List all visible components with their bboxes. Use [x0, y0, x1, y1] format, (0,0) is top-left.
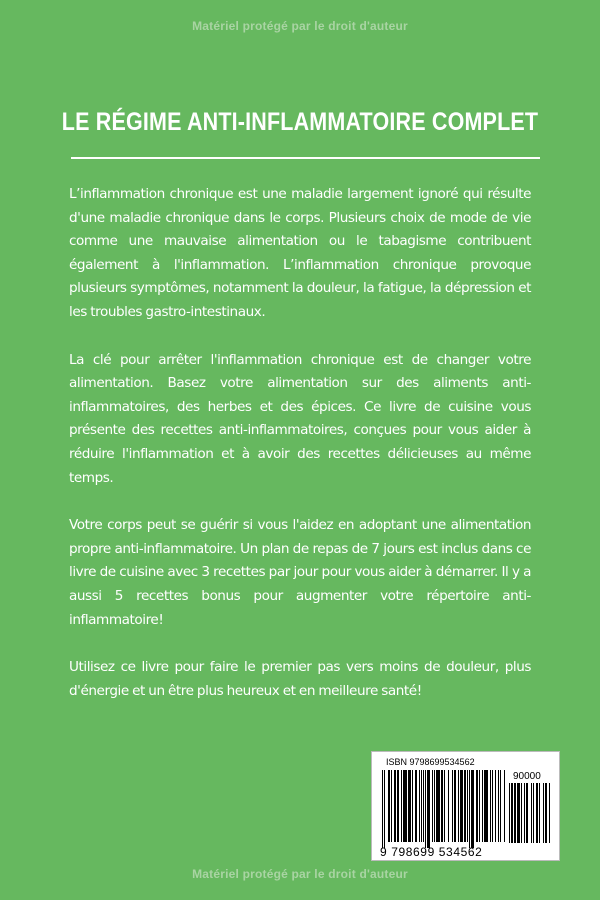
description-paragraph: La clé pour arrêter l'inflammation chronique est de changer votre alimentation. Basez votre alimentation sur des aliments anti-inflammatoires, des herbes et des épices. Ce livre de cuisine vous présente des recettes anti-inflammatoires, conçues pour vous aider à réduire l'inflammation et à avoir des recettes délicieuses au même temps.: [69, 351, 531, 486]
barcode-bar: [384, 770, 385, 848]
ean-digits: 9 798699 534562: [380, 845, 483, 859]
title-divider: [71, 157, 540, 159]
barcode-bar: [511, 783, 513, 843]
isbn-barcode-box: [371, 751, 560, 861]
barcode-bar: [460, 770, 463, 842]
description-paragraph: Utilisez ce livre pour faire le premier pas vers moins de douleur, plus d'énergie et un être plus heureux et en meilleure santé!: [69, 659, 531, 699]
barcode-bar: [517, 783, 520, 843]
barcode-bar: [504, 770, 505, 842]
barcode-bar: [549, 783, 550, 843]
barcode-bar: [394, 770, 396, 842]
barcode-bar: [452, 770, 453, 842]
barcode-bar: [434, 770, 435, 842]
barcode-bar: [441, 770, 443, 842]
barcode-bar: [524, 783, 525, 843]
barcode-bar: [421, 770, 422, 842]
book-title: LE RÉGIME ANTI-INFLAMMATOIRE COMPLET: [61, 108, 539, 136]
barcode-bar: [500, 770, 501, 842]
barcode-bar: [539, 783, 540, 843]
barcode-bar: [498, 770, 499, 842]
back-cover-description: [69, 183, 531, 727]
barcode-bar: [458, 770, 459, 842]
barcode-bar: [521, 783, 522, 843]
barcode-bar: [471, 770, 474, 848]
description-paragraph: L’inflammation chronique est une maladie largement ignoré qui résulte d'une maladie chronique dans le corps. Plusieurs choix de mode de vie comme une mauvaise alimentation ou le tabagisme contribuent également à l'inflammation. L’inflammation chronique provoque plusieurs symptômes, notamment la douleur, la fatigue, la dépression et les troubles gastro-intestinaux.: [69, 186, 531, 320]
barcode-bar: [388, 770, 390, 842]
barcode-bar: [484, 770, 488, 842]
barcode-bar: [382, 770, 383, 848]
price-addon-code: 90000: [513, 771, 541, 782]
barcode-bar: [543, 783, 544, 843]
barcode-bar: [401, 770, 402, 842]
description-paragraph: Votre corps peut se guérir si vous l'aidez en adoptant une alimentation propre anti-inflammatoire. Un plan de repas de 7 jours est inclus dans ce livre de cuisine avec 3 recettes par jour pour vous aider à démarrer. Il y a aussi 5 recettes bonus pour augmenter votre répertoire anti-inflammatoire!: [69, 517, 531, 628]
barcode-bar: [469, 770, 470, 848]
barcode-bar: [536, 783, 538, 843]
barcode-bar: [526, 783, 528, 843]
barcode-bar: [482, 770, 483, 842]
copyright-watermark-top: Matériel protégé par le droit d'auteur: [192, 19, 408, 33]
barcode-bar: [415, 770, 417, 842]
ean-barcode-icon: [382, 770, 506, 848]
barcode-bar: [436, 770, 440, 842]
barcode-bar: [467, 770, 468, 842]
barcode-bar: [533, 783, 534, 843]
barcode-bar: [432, 770, 433, 842]
barcode-bar: [391, 770, 392, 842]
barcode-bar: [425, 770, 426, 848]
barcode-bar: [408, 770, 411, 842]
barcode-bar: [531, 783, 532, 843]
barcode-bar: [427, 770, 430, 848]
barcode-bar: [444, 770, 445, 842]
barcode-bar: [448, 770, 449, 842]
addon-barcode-icon: [509, 783, 551, 843]
barcode-bar: [454, 770, 456, 842]
barcode-bar: [423, 770, 424, 842]
barcode-bar: [476, 770, 478, 842]
barcode-bar: [464, 770, 466, 842]
barcode-bar: [397, 770, 399, 842]
barcode-bar: [479, 770, 480, 842]
barcode-bar: [492, 770, 493, 842]
barcode-bar: [419, 770, 420, 842]
barcode-bar: [403, 770, 407, 842]
barcode-bar: [545, 783, 547, 843]
barcode-bar: [495, 770, 496, 842]
copyright-watermark-bottom: Matériel protégé par le droit d'auteur: [192, 867, 408, 881]
barcode-bar: [490, 770, 491, 842]
barcode-bar: [412, 770, 413, 842]
barcode-bar: [509, 783, 510, 843]
isbn-label: ISBN 9798699534562: [386, 757, 475, 767]
barcode-bar: [514, 783, 516, 843]
